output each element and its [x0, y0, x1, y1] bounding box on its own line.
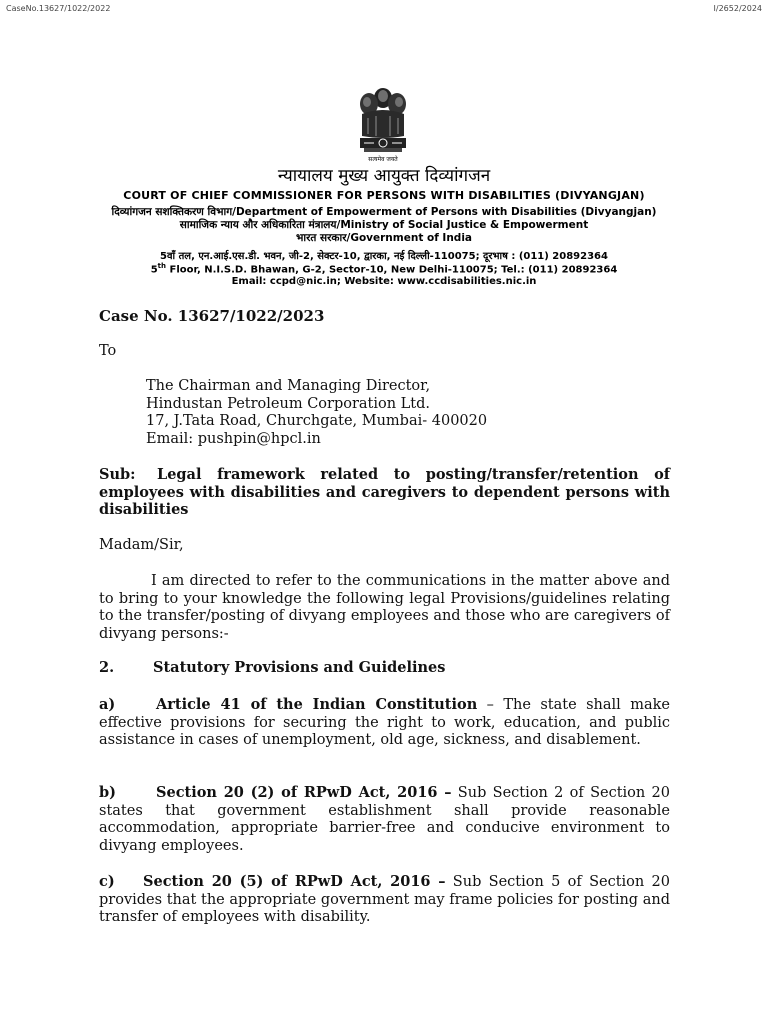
- subject-text: Legal framework related to posting/transfer/retention of employees with disabilities and caregivers to dependent persons with disabilities: [99, 466, 670, 518]
- address-floor-number: 5: [150, 264, 158, 276]
- national-emblem-icon: [354, 84, 412, 164]
- item-text: – The state shall make effective provisions for securing the right to work, education, and public assistance in cases of unemployment, old age, sickness, and disablement.: [99, 697, 670, 748]
- provision-item-a: [99, 696, 670, 750]
- department-line: दिव्यांगजन सशक्तिकरण विभाग/Department of Empowerment of Persons with Disabilities (Divyangjan): [111, 206, 657, 218]
- item-label: b): [99, 784, 116, 801]
- recipient-address: [146, 378, 487, 448]
- contact-email-website: Email: ccpd@nic.in; Website: www.ccdisabilities.nic.in: [231, 276, 537, 287]
- provision-item-c: [99, 873, 670, 927]
- subject: [99, 466, 670, 519]
- item-heading: Article 41 of the Indian Constitution: [156, 696, 478, 713]
- item-label: c): [99, 873, 115, 890]
- item-text: Sub Section 5 of Section 20 provides that the appropriate government may frame policies for posting and transfer of employees with disability.: [99, 874, 670, 925]
- recipient-line: Hindustan Petroleum Corporation Ltd.: [146, 395, 431, 412]
- government-line: भारत सरकार/Government of India: [295, 232, 473, 244]
- case-number: Case No. 13627/1022/2023: [99, 307, 325, 325]
- top-left-case-number: CaseNo.13627/1022/2022: [6, 4, 111, 13]
- address-english: [0, 262, 768, 275]
- subject-label: Sub:: [99, 466, 136, 483]
- top-right-reference: I/2652/2024: [713, 4, 762, 13]
- section-title: Statutory Provisions and Guidelines: [153, 659, 446, 676]
- intro-text: I am directed to refer to the communications in the matter above and to bring to your knowledge the following legal Provisions/guidelines relating to the transfer/posting of divyang employees and those who are caregivers of divyang persons:-: [99, 573, 670, 642]
- recipient-line: 17, J.Tata Road, Churchgate, Mumbai- 400020: [146, 413, 488, 429]
- item-heading: Section 20 (2) of RPwD Act, 2016 –: [156, 784, 452, 801]
- section-heading: [99, 659, 670, 677]
- address-hindi: 5वाँ तल, एन.आई.एस.डी. भवन, जी-2, सेक्टर-10, द्वारका, नई दिल्ली-110075; दूरभाष : (011) 20892364: [160, 251, 608, 262]
- court-name: COURT OF CHIEF COMMISSIONER FOR PERSONS WITH DISABILITIES (DIVYANGJAN): [123, 189, 645, 202]
- recipient-email: Email: pushpin@hpcl.in: [146, 430, 321, 447]
- intro-paragraph: [99, 573, 670, 643]
- provision-item-b: [99, 784, 670, 855]
- to-label: To: [99, 343, 117, 359]
- address-floor-suffix: th: [157, 262, 167, 270]
- hindi-court-title: न्यायालय मुख्य आयुक्त दिव्यांगजन: [277, 166, 491, 186]
- ministry-line: सामाजिक न्याय और अधिकारिता मंत्रालय/Ministry of Social Justice & Empowerment: [179, 219, 589, 231]
- item-label: a): [99, 696, 116, 713]
- salutation: Madam/Sir,: [99, 537, 184, 553]
- item-text: Sub Section 2 of Section 20 states that government establishment shall provide reasonable accommodation, appropriate barrier-free and conducive environment to divyang employees.: [99, 785, 670, 854]
- item-heading: Section 20 (5) of RPwD Act, 2016 –: [143, 873, 446, 890]
- section-number: 2.: [99, 659, 115, 676]
- emblem-motto: सत्यमेव जयते: [368, 156, 398, 163]
- recipient-line: The Chairman and Managing Director,: [146, 378, 431, 394]
- address-english-text: Floor, N.I.S.D. Bhawan, G-2, Sector-10, New Delhi-110075; Tel.: (011) 20892364: [166, 264, 618, 276]
